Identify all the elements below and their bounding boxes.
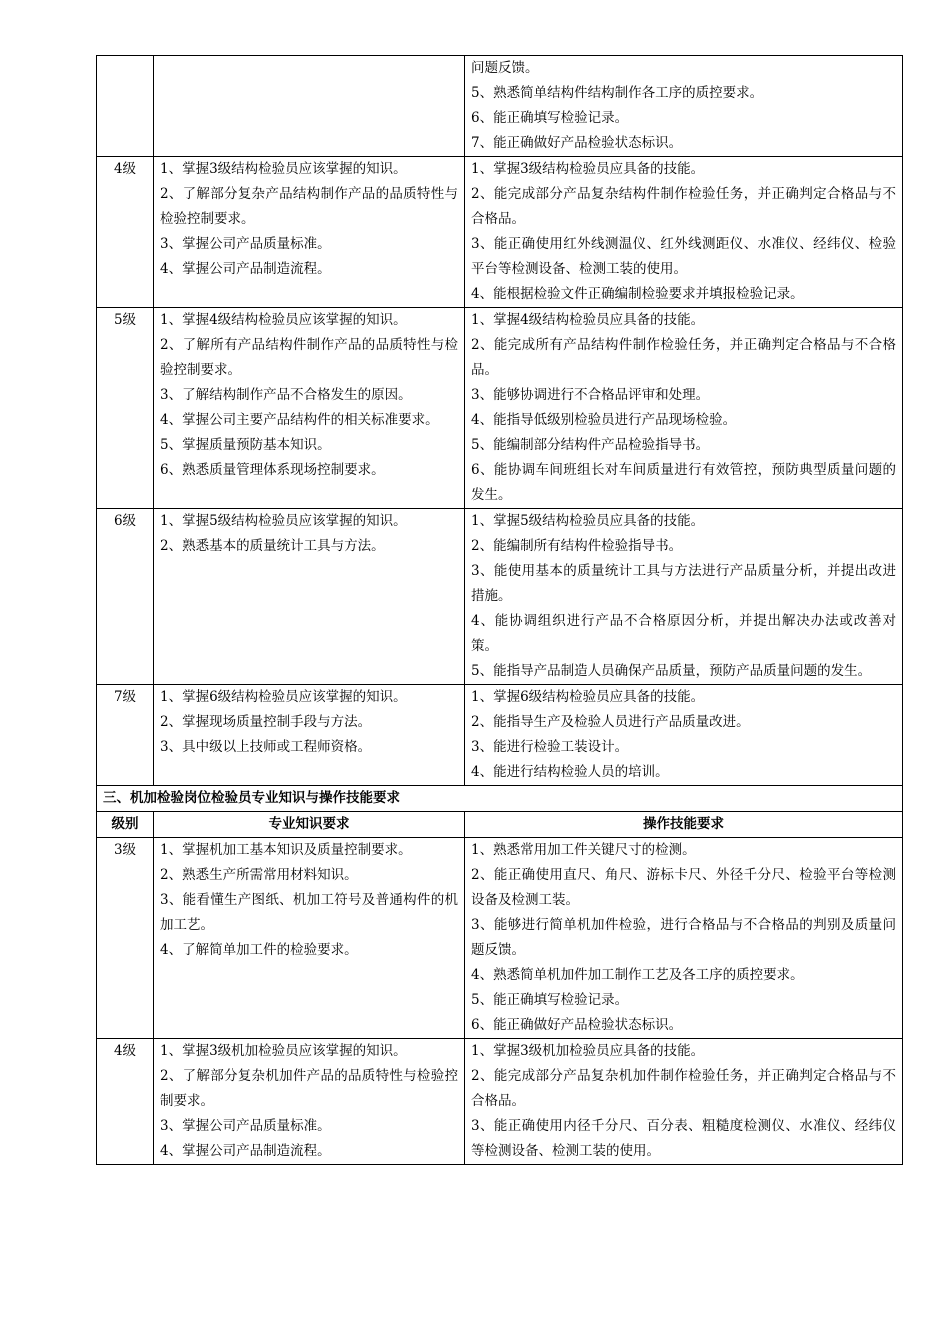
skill-item: 2、能指导生产及检验人员进行产品质量改进。 xyxy=(471,714,750,730)
knowledge-cell xyxy=(154,685,465,786)
skill-item: 4、能根据检验文件正确编制检验要求并填报检验记录。 xyxy=(471,286,804,302)
knowledge-item: 1、掌握3级结构检验员应该掌握的知识。 xyxy=(160,161,407,177)
skills-cell xyxy=(465,1039,903,1165)
skills-cell xyxy=(465,685,903,786)
knowledge-item: 1、掌握4级结构检验员应该掌握的知识。 xyxy=(160,312,407,328)
skill-item: 5、熟悉简单结构件结构制作各工序的质控要求。 xyxy=(471,85,764,101)
knowledge-item: 2、熟悉基本的质量统计工具与方法。 xyxy=(160,538,385,554)
section-title: 三、机加检验岗位检验员专业知识与操作技能要求 xyxy=(97,786,903,812)
skill-item: 2、能完成所有产品结构件制作检验任务，并正确判定合格品与不合格品。 xyxy=(471,337,896,378)
skill-item: 4、能指导低级别检验员进行产品现场检验。 xyxy=(471,412,737,428)
skill-item: 3、能够协调进行不合格品评审和处理。 xyxy=(471,387,710,403)
skill-item: 3、能够进行简单机加件检验，进行合格品与不合格品的判别及质量问题反馈。 xyxy=(471,917,896,958)
knowledge-cell xyxy=(154,308,465,509)
level-cell: 6级 xyxy=(97,509,154,685)
skill-item: 2、能完成部分产品复杂结构件制作检验任务，并正确判定合格品与不合格品。 xyxy=(471,186,896,227)
skill-item: 6、能正确做好产品检验状态标识。 xyxy=(471,1017,683,1033)
skills-cell xyxy=(465,308,903,509)
skill-item: 3、能使用基本的质量统计工具与方法进行产品质量分析，并提出改进措施。 xyxy=(471,563,896,604)
skill-item: 2、能完成部分产品复杂机加件制作检验任务，并正确判定合格品与不合格品。 xyxy=(471,1068,896,1109)
skill-item: 7、能正确做好产品检验状态标识。 xyxy=(471,135,683,151)
table-row xyxy=(97,157,903,308)
section-title-row xyxy=(97,786,903,812)
knowledge-item: 1、掌握5级结构检验员应该掌握的知识。 xyxy=(160,513,407,529)
qualification-table xyxy=(96,55,903,1165)
knowledge-item: 4、掌握公司产品制造流程。 xyxy=(160,261,331,277)
skill-item: 4、能进行结构检验人员的培训。 xyxy=(471,764,669,780)
skill-item: 3、能进行检验工装设计。 xyxy=(471,739,629,755)
skill-item: 2、能正确使用直尺、角尺、游标卡尺、外径千分尺、检验平台等检测设备及检测工装。 xyxy=(471,867,896,908)
knowledge-item: 5、掌握质量预防基本知识。 xyxy=(160,437,331,453)
skill-item: 1、掌握5级结构检验员应具备的技能。 xyxy=(471,513,705,529)
skill-item: 1、掌握3级机加检验员应具备的技能。 xyxy=(471,1043,705,1059)
knowledge-item: 3、具中级以上技师或工程师资格。 xyxy=(160,739,372,755)
knowledge-item: 4、了解简单加工件的检验要求。 xyxy=(160,942,358,958)
skill-item: 1、掌握6级结构检验员应具备的技能。 xyxy=(471,689,705,705)
table-row xyxy=(97,685,903,786)
knowledge-item: 4、掌握公司产品制造流程。 xyxy=(160,1143,331,1159)
knowledge-item: 1、掌握3级机加检验员应该掌握的知识。 xyxy=(160,1043,407,1059)
skills-cell xyxy=(465,157,903,308)
knowledge-item: 2、了解所有产品结构件制作产品的品质特性与检验控制要求。 xyxy=(160,337,458,378)
knowledge-item: 2、了解部分复杂产品结构制作产品的品质特性与检验控制要求。 xyxy=(160,186,458,227)
header-level: 级别 xyxy=(97,812,154,838)
skill-item: 3、能正确使用内径千分尺、百分表、粗糙度检测仪、水准仪、经纬仪等检测设备、检测工装的使用。 xyxy=(471,1118,896,1159)
knowledge-cell xyxy=(154,157,465,308)
knowledge-item: 3、掌握公司产品质量标准。 xyxy=(160,236,331,252)
knowledge-item: 3、了解结构制作产品不合格发生的原因。 xyxy=(160,387,412,403)
level-cell: 7级 xyxy=(97,685,154,786)
skill-item: 1、掌握4级结构检验员应具备的技能。 xyxy=(471,312,705,328)
knowledge-item: 6、熟悉质量管理体系现场控制要求。 xyxy=(160,462,385,478)
skills-cell xyxy=(465,56,903,157)
knowledge-cell xyxy=(154,56,465,157)
skill-item: 4、能协调组织进行产品不合格原因分析，并提出解决办法或改善对策。 xyxy=(471,613,896,654)
table-row xyxy=(97,56,903,157)
table-row xyxy=(97,308,903,509)
knowledge-cell xyxy=(154,838,465,1039)
knowledge-item: 3、能看懂生产图纸、机加工符号及普通构件的机加工艺。 xyxy=(160,892,458,933)
level-cell: 5级 xyxy=(97,308,154,509)
skill-item: 2、能编制所有结构件检验指导书。 xyxy=(471,538,683,554)
header-row xyxy=(97,812,903,838)
level-cell: 3级 xyxy=(97,838,154,1039)
level-cell xyxy=(97,56,154,157)
level-cell: 4级 xyxy=(97,1039,154,1165)
skill-item: 5、能编制部分结构件产品检验指导书。 xyxy=(471,437,710,453)
knowledge-item: 3、掌握公司产品质量标准。 xyxy=(160,1118,331,1134)
skill-item: 1、熟悉常用加工件关键尺寸的检测。 xyxy=(471,842,696,858)
knowledge-cell xyxy=(154,509,465,685)
skill-item: 6、能正确填写检验记录。 xyxy=(471,110,629,126)
skill-item: 5、能正确填写检验记录。 xyxy=(471,992,629,1008)
table-row xyxy=(97,838,903,1039)
knowledge-item: 2、了解部分复杂机加件产品的品质特性与检验控制要求。 xyxy=(160,1068,458,1109)
header-skills: 操作技能要求 xyxy=(465,812,903,838)
skill-item: 问题反馈。 xyxy=(471,60,539,76)
skills-cell xyxy=(465,509,903,685)
knowledge-cell xyxy=(154,1039,465,1165)
knowledge-item: 1、掌握6级结构检验员应该掌握的知识。 xyxy=(160,689,407,705)
knowledge-item: 2、熟悉生产所需常用材料知识。 xyxy=(160,867,358,883)
table-row xyxy=(97,1039,903,1165)
level-cell: 4级 xyxy=(97,157,154,308)
skill-item: 5、能指导产品制造人员确保产品质量，预防产品质量问题的发生。 xyxy=(471,663,872,679)
skill-item: 4、熟悉简单机加件加工制作工艺及各工序的质控要求。 xyxy=(471,967,804,983)
knowledge-item: 2、掌握现场质量控制手段与方法。 xyxy=(160,714,372,730)
skills-cell xyxy=(465,838,903,1039)
skill-item: 6、能协调车间班组长对车间质量进行有效管控，预防典型质量问题的发生。 xyxy=(471,462,896,503)
table-row xyxy=(97,509,903,685)
header-knowledge: 专业知识要求 xyxy=(154,812,465,838)
skill-item: 3、能正确使用红外线测温仪、红外线测距仪、水准仪、经纬仪、检验平台等检测设备、检测工装的使用。 xyxy=(471,236,896,277)
knowledge-item: 1、掌握机加工基本知识及质量控制要求。 xyxy=(160,842,412,858)
skill-item: 1、掌握3级结构检验员应具备的技能。 xyxy=(471,161,705,177)
knowledge-item: 4、掌握公司主要产品结构件的相关标准要求。 xyxy=(160,412,439,428)
